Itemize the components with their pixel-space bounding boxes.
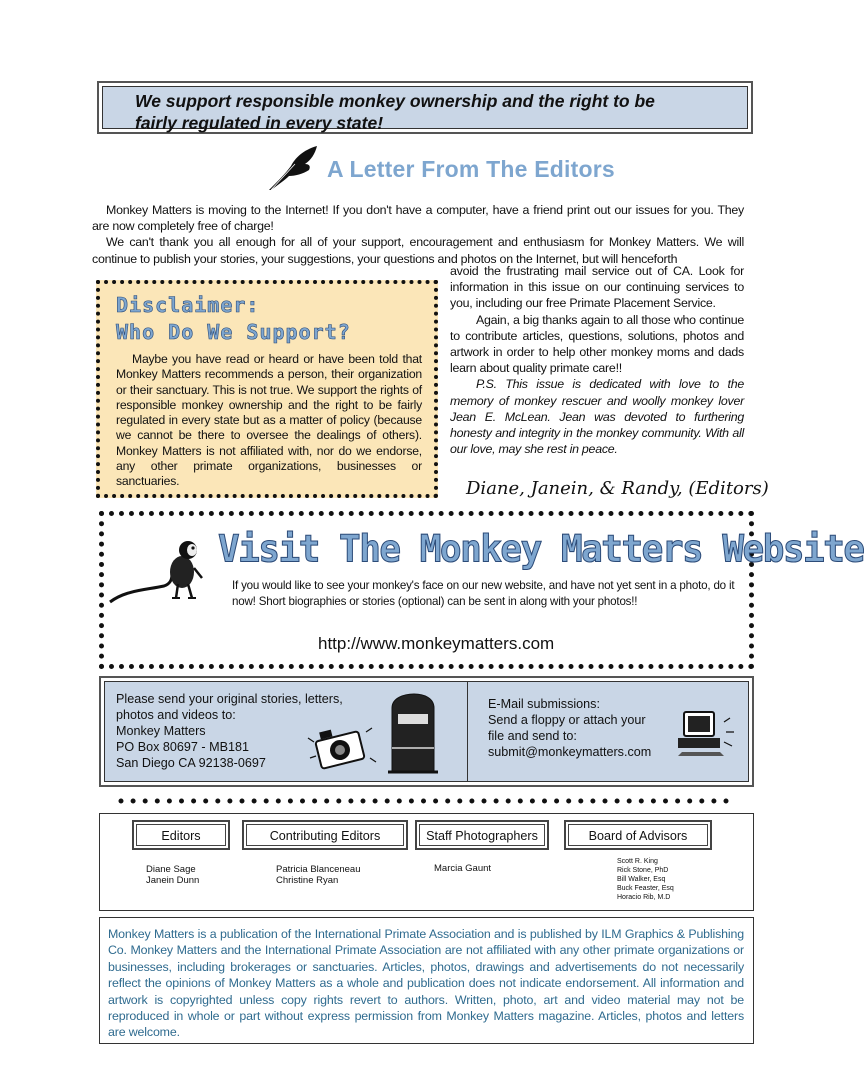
disclaimer-box	[96, 280, 438, 498]
staff-name: Marcia Gaunt	[434, 863, 492, 874]
staff-name: Horacio Rib, M.D	[617, 894, 671, 901]
staff-name: Rick Stone, PhD	[617, 867, 669, 874]
mail-line: Please send your original stories, letters,	[116, 692, 343, 706]
banner-line-1: We support responsible monkey ownership and the right to be	[135, 91, 655, 111]
board-of-advisors-heading: Board of Advisors	[564, 820, 712, 850]
mail-line: Monkey Matters	[116, 724, 206, 738]
staff-box	[99, 813, 754, 911]
mail-line: photos and videos to:	[116, 708, 236, 722]
advisors-list	[617, 857, 674, 902]
email-line: Send a floppy or attach your	[488, 713, 646, 727]
staff-name: Scott R. King	[617, 858, 658, 865]
website-body: If you would like to see your monkey's face on our new website, and have not yet sent in a photo, do it now! Short biographies or stories (optional) can be sent in along with your photos!!	[232, 579, 735, 608]
website-title: Visit The Monkey Matters Website	[218, 528, 864, 572]
editors-heading: Editors	[132, 820, 230, 850]
letter-paragraph: Again, a big thanks again to all those who continue to contribute articles, questions, solutions, photos and artwork in order to help other monkey moms and dads learn about quality primate care!!	[450, 312, 744, 376]
staff-name: Bill Walker, Esq	[617, 876, 666, 883]
dotted-divider	[118, 796, 740, 806]
letter-paragraph: Monkey Matters is moving to the Internet! If you don't have a computer, have a friend print out our issues for you. They are now completely free of charge!	[92, 203, 744, 234]
monkey-illustration-icon	[106, 532, 216, 607]
publication-notice	[99, 917, 754, 1044]
photographers-list	[434, 863, 491, 874]
contributing-editors-list	[276, 864, 361, 886]
computer-icon	[674, 708, 740, 758]
email-address-link[interactable]: submit@monkeymatters.com	[488, 745, 652, 759]
mailbox-camera-icon	[300, 688, 450, 776]
email-submission-text	[488, 696, 651, 760]
email-line: file and send to:	[488, 729, 577, 743]
staff-name: Janein Dunn	[146, 875, 200, 886]
staff-photographers-heading: Staff Photographers	[415, 820, 549, 850]
disclaimer-title-line: Disclaimer:	[116, 293, 260, 317]
letter-ps: P.S. This issue is dedicated with love to the memory of monkey rescuer and woolly monkey lover Jean E. McLean. Jean was devoted to furthering honesty and integrity in the monkey community. With all our love, may she rest in peace.	[450, 377, 744, 457]
support-banner	[97, 81, 753, 134]
website-url-link[interactable]: http://www.monkeymatters.com	[318, 634, 555, 653]
letter-title: A Letter From The Editors	[327, 156, 615, 182]
disclaimer-body: Maybe you have read or heard or have been told that Monkey Matters recommends a person, their organization or their sanctuary. This is not true. We support the rights of responsible monkey ownership and the right to be fairly regulated in every state but as a matter of policy (because we cannot be there to oversee the dealings of others). Monkey Matters is not affiliated with, nor do we endorse, any other primate organizations, businesses or sanctuaries.	[116, 352, 422, 489]
staff-name: Buck Feaster, Esq	[617, 885, 674, 892]
email-line: E-Mail submissions:	[488, 697, 600, 711]
disclaimer-title-line: Who Do We Support?	[116, 320, 351, 344]
editors-signature: Diane, Janein, & Randy, (Editors)	[466, 478, 769, 499]
letter-intro	[92, 202, 744, 267]
staff-name: Christine Ryan	[276, 875, 339, 886]
mail-line: PO Box 80697 - MB181	[116, 740, 250, 754]
letter-paragraph: We can't thank you all enough for all of your support, encouragement and enthusiasm for Monkey Matters. We will continue to publish your stories, your suggestions, your questions and photos on the Internet, but will henceforth	[92, 235, 744, 266]
publication-notice-text: Monkey Matters is a publication of the International Primate Association and is published by ILM Graphics & Publishing Co. Monkey Matters and the International Primate Association are not affiliated with any other primate organizations or businesses, including brokerages or sanctuaries. Articles, photos, drawings and advertisements do not necessarily reflect the opinions of Monkey Matters as a whole and publication does not indicate endorsement. All information and artwork is copyrighted unless copy rights revert to authors. Written, photo, art and video material may not be reproduced in whole or part without express permission from Monkey Matters magazine. Articles, photos and letters are welcome.	[108, 927, 744, 1040]
letter-paragraph: avoid the frustrating mail service out of CA. Look for information in this issue on our continuing services to you, including our free Primate Placement Service.	[450, 264, 744, 311]
quill-icon	[265, 144, 321, 192]
submission-divider	[467, 682, 468, 781]
disclaimer-title	[116, 292, 422, 346]
contributing-editors-heading: Contributing Editors	[242, 820, 408, 850]
staff-name: Patricia Blanceneau	[276, 864, 361, 875]
mail-line: San Diego CA 92138-0697	[116, 756, 266, 770]
editors-list	[146, 864, 199, 886]
banner-line-2: fairly regulated in every state!	[135, 113, 384, 133]
letter-right-column	[450, 263, 744, 457]
staff-name: Diane Sage	[146, 864, 196, 875]
